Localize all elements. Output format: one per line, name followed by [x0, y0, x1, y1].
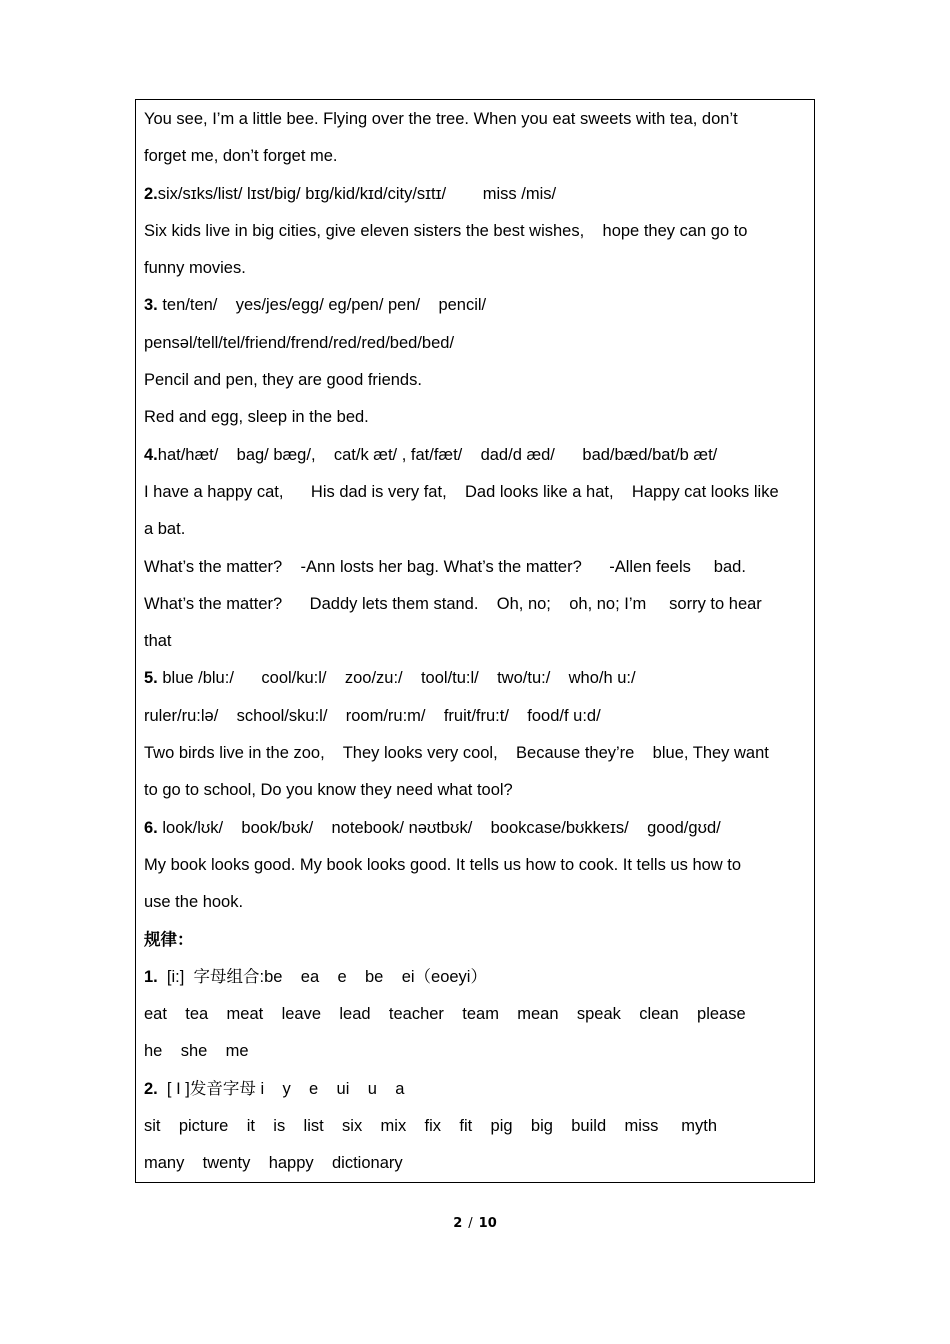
text-line — [144, 1145, 806, 1182]
line-text: a bat. — [144, 520, 186, 539]
text-line — [144, 511, 806, 548]
text-line — [144, 735, 806, 772]
total-pages: 10 — [478, 1216, 497, 1231]
text-line — [144, 213, 806, 250]
text-line — [144, 474, 806, 511]
line-text: to go to school, Do you know they need what tool? — [144, 781, 513, 800]
item-number: 6. — [144, 818, 158, 837]
text-line — [144, 847, 806, 884]
line-text: I have a happy cat, His dad is very fat, Dad looks like a hat, Happy cat looks like — [144, 482, 779, 501]
line-text: funny movies. — [144, 259, 246, 278]
line-text: Pencil and pen, they are good friends. — [144, 371, 422, 390]
line-text: eat tea meat leave lead teacher team mean speak clean please — [144, 1005, 746, 1024]
line-text: Red and egg, sleep in the bed. — [144, 408, 369, 427]
item-number: 2. — [144, 184, 158, 203]
current-page: 2 — [453, 1216, 463, 1231]
line-text: pensəl/tell/tel/friend/frend/red/red/bed/bed/ — [144, 333, 455, 352]
line-text: he she me — [144, 1042, 249, 1061]
text-line — [144, 660, 806, 697]
text-line — [144, 884, 806, 921]
line-text: What’s the matter? -Ann losts her bag. What’s the matter? -Allen feels bad. — [144, 557, 746, 576]
text-line — [144, 1108, 806, 1145]
content-table-cell — [135, 99, 815, 1183]
text-line — [144, 138, 806, 175]
line-text: forget me, don’t forget me. — [144, 147, 338, 166]
line-text: blue /blu:/ cool/ku:l/ zoo/zu:/ tool/tu:l/ two/tu:/ who/h u:/ — [157, 669, 636, 688]
line-text: My book looks good. My book looks good. It tells us how to cook. It tells us how to — [144, 855, 742, 874]
item-number: 规律： — [144, 930, 194, 949]
item-number: 3. — [144, 296, 158, 315]
page-separator: / — [468, 1216, 473, 1231]
line-text: ten/ten/ yes/jes/egg/ eg/pen/ pen/ pencil/ — [157, 296, 487, 315]
text-line — [144, 996, 806, 1033]
line-text: sit picture it is list six mix fix fit pig big build miss myth — [144, 1117, 718, 1136]
line-text: six/sɪks/list/ lɪst/big/ bɪɡ/kid/kɪd/city/sɪtɪ/ miss /mis/ — [157, 184, 557, 203]
line-text: [ I ]发音字母 i y e ui u a — [157, 1079, 405, 1098]
item-number: 4. — [144, 445, 158, 464]
text-line — [144, 399, 806, 436]
line-text: ruler/ru:lə/ school/sku:l/ room/ru:m/ fruit/fru:t/ food/f u:d/ — [144, 706, 601, 725]
line-text: use the hook. — [144, 893, 244, 912]
item-number: 1. — [144, 967, 158, 986]
line-text: hat/hæt/ bag/ bæg/, cat/k æt/ , fat/fæt/ dad/d æd/ bad/bæd/bat/b æt/ — [157, 445, 718, 464]
text-line — [144, 176, 806, 213]
text-line — [144, 623, 806, 660]
page-number — [0, 1216, 950, 1231]
text-line — [144, 287, 806, 324]
line-text: that — [144, 632, 172, 651]
text-line — [144, 549, 806, 586]
text-line — [144, 437, 806, 474]
text-line — [144, 772, 806, 809]
line-text: [i:] 字母组合:be ea e be ei（eoeyi） — [157, 967, 487, 986]
line-text: Six kids live in big cities, give eleven sisters the best wishes, hope they can go to — [144, 221, 748, 240]
text-line — [144, 810, 806, 847]
text-line — [144, 362, 806, 399]
line-text: What’s the matter? Daddy lets them stand. Oh, no; oh, no; I’m sorry to hear — [144, 594, 762, 613]
text-line — [144, 922, 806, 959]
text-line — [144, 959, 806, 996]
line-text: You see, I’m a little bee. Flying over the tree. When you eat sweets with tea, don’t — [144, 110, 738, 128]
text-line — [144, 1033, 806, 1070]
item-number: 2. — [144, 1079, 158, 1098]
line-text: many twenty happy dictionary — [144, 1154, 403, 1173]
text-line — [144, 1071, 806, 1108]
text-line — [144, 250, 806, 287]
text-line — [144, 586, 806, 623]
text-line — [144, 698, 806, 735]
line-text: Two birds live in the zoo, They looks very cool, Because they’re blue, They want — [144, 744, 769, 763]
text-line — [144, 101, 806, 138]
text-line — [144, 325, 806, 362]
item-number: 5. — [144, 669, 158, 688]
line-text: look/lʊk/ book/bʊk/ notebook/ nəʊtbʊk/ bookcase/bʊkkeɪs/ good/gʊd/ — [157, 818, 721, 837]
